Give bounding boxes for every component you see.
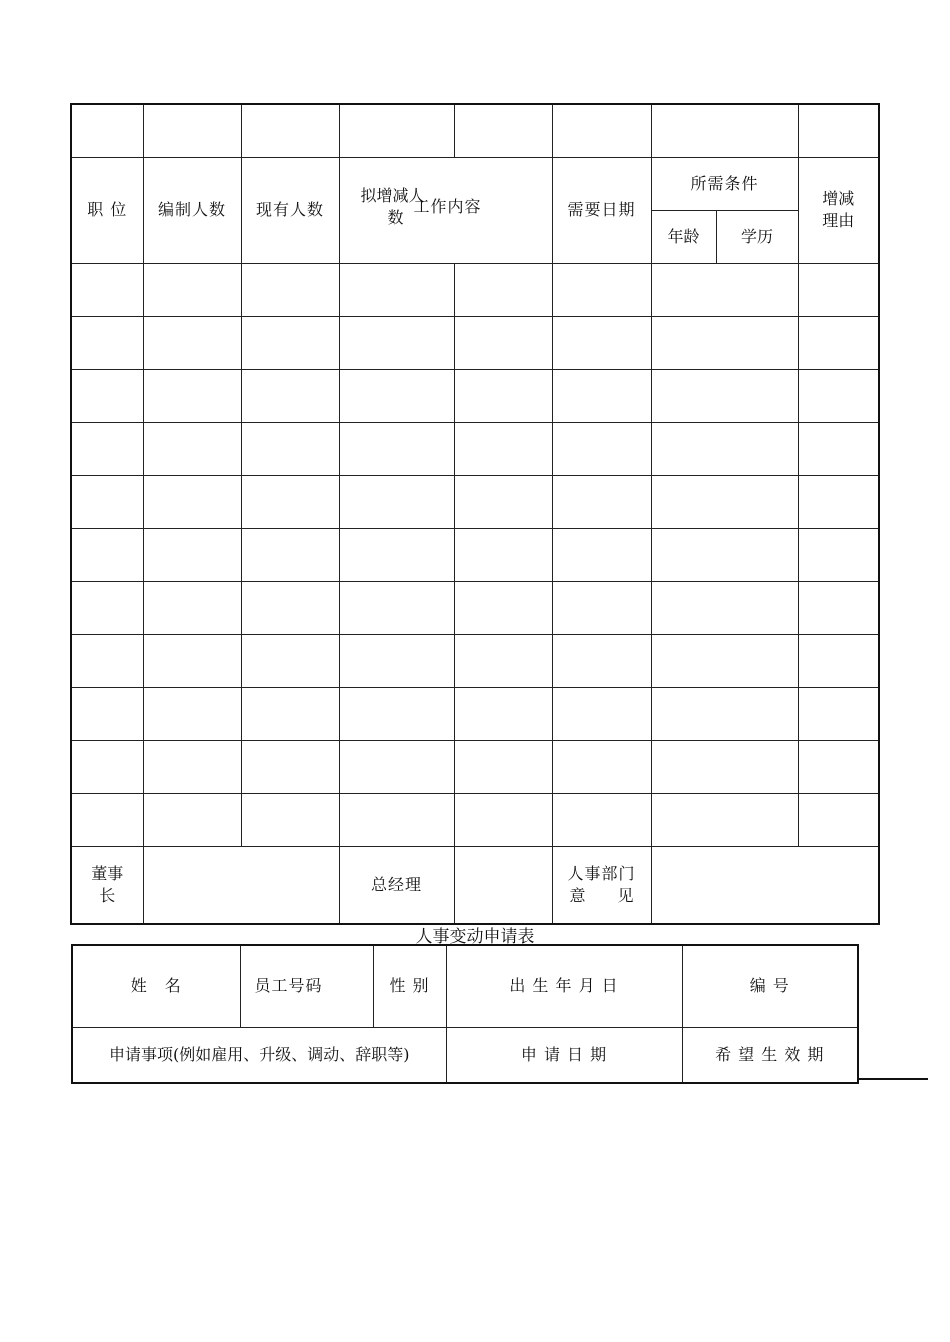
header-education: 学历 [716,210,798,263]
input-cell[interactable] [651,263,798,316]
input-cell[interactable] [454,687,552,740]
input-cell[interactable] [798,740,879,793]
input-cell[interactable] [241,687,339,740]
input-cell[interactable] [798,422,879,475]
trailing-rule-line [858,1078,928,1080]
input-cell[interactable] [339,634,454,687]
input-cell[interactable] [71,634,143,687]
input-cell[interactable] [651,740,798,793]
chairman-signature-cell[interactable] [143,846,339,924]
blank-top-row [71,104,879,157]
input-cell[interactable] [339,422,454,475]
input-cell[interactable] [798,263,879,316]
header-position: 职 位 [71,157,143,263]
input-cell[interactable] [552,263,651,316]
input-cell[interactable] [454,528,552,581]
serial-number-label: 编 号 [682,945,858,1027]
input-cell[interactable] [454,581,552,634]
header-age: 年龄 [651,210,716,263]
input-cell[interactable] [143,475,241,528]
input-cell[interactable] [454,263,552,316]
header-change-and-content [339,157,552,263]
hr-dept-label-line1: 人事部门 [567,863,636,883]
input-cell[interactable] [552,793,651,846]
input-cell[interactable] [339,793,454,846]
input-cell[interactable] [71,263,143,316]
table-row [71,422,879,475]
input-cell[interactable] [651,793,798,846]
input-cell[interactable] [339,263,454,316]
input-cell[interactable] [241,475,339,528]
input-cell[interactable] [71,740,143,793]
input-cell[interactable] [143,740,241,793]
header-proposed-change-line2: 数 [387,208,404,227]
name-label: 姓 名 [72,945,240,1027]
input-cell[interactable] [339,528,454,581]
input-cell[interactable] [454,422,552,475]
table-row [71,528,879,581]
gender-label: 性 别 [373,945,446,1027]
cell[interactable] [143,104,241,157]
table-row [71,369,879,422]
input-cell[interactable] [143,581,241,634]
input-cell[interactable] [552,581,651,634]
input-cell[interactable] [651,316,798,369]
cell[interactable] [71,104,143,157]
input-cell[interactable] [143,528,241,581]
input-cell[interactable] [241,740,339,793]
input-cell[interactable] [798,793,879,846]
input-cell[interactable] [798,369,879,422]
input-cell[interactable] [552,740,651,793]
staffing-table-body [71,263,879,846]
personnel-change-form [71,944,859,1084]
input-cell[interactable] [651,422,798,475]
input-cell[interactable] [143,687,241,740]
input-cell[interactable] [798,528,879,581]
input-cell[interactable] [651,369,798,422]
input-cell[interactable] [143,634,241,687]
birth-date-label: 出 生 年 月 日 [446,945,682,1027]
header-authorized-count: 编制人数 [143,157,241,263]
input-cell[interactable] [241,793,339,846]
header-requirements: 所需条件 [651,157,798,210]
header-reason-line2: 理由 [822,211,855,230]
input-cell[interactable] [241,528,339,581]
input-cell[interactable] [454,369,552,422]
input-cell[interactable] [651,634,798,687]
input-cell[interactable] [71,475,143,528]
input-cell[interactable] [339,475,454,528]
input-cell[interactable] [71,581,143,634]
input-cell[interactable] [339,369,454,422]
input-cell[interactable] [454,316,552,369]
input-cell[interactable] [143,316,241,369]
input-cell[interactable] [552,316,651,369]
input-cell[interactable] [651,475,798,528]
input-cell[interactable] [71,528,143,581]
cell[interactable] [339,104,454,157]
chairman-label-line2: 长 [99,885,116,905]
input-cell[interactable] [651,581,798,634]
employee-number-label: 员工号码 [240,945,373,1027]
input-cell[interactable] [798,581,879,634]
input-cell[interactable] [798,475,879,528]
chairman-label-line1: 董事 [91,863,124,883]
header-job-content: 工作内容 [413,197,482,216]
staffing-table [70,103,880,925]
form-row-1 [72,945,858,1027]
input-cell[interactable] [241,634,339,687]
input-cell[interactable] [241,316,339,369]
input-cell[interactable] [454,793,552,846]
input-cell[interactable] [454,475,552,528]
input-cell[interactable] [552,369,651,422]
table-row [71,793,879,846]
input-cell[interactable] [798,316,879,369]
table-row [71,740,879,793]
input-cell[interactable] [339,316,454,369]
input-cell[interactable] [241,581,339,634]
table-row [71,634,879,687]
cell[interactable] [798,104,879,157]
input-cell[interactable] [798,634,879,687]
cell[interactable] [651,104,798,157]
header-row-1 [71,157,879,210]
input-cell[interactable] [339,687,454,740]
form-row-2 [72,1027,858,1083]
input-cell[interactable] [651,687,798,740]
input-cell[interactable] [143,369,241,422]
hr-dept-opinion-cell[interactable] [651,846,879,924]
input-cell[interactable] [71,793,143,846]
general-manager-label: 总经理 [339,846,454,924]
table-row [71,581,879,634]
input-cell[interactable] [71,687,143,740]
cell[interactable] [454,104,552,157]
input-cell[interactable] [339,581,454,634]
table-row [71,316,879,369]
table-row [71,475,879,528]
header-required-date: 需要日期 [552,157,651,263]
request-item-label: 申请事项(例如雇用、升级、调动、辞职等) [72,1027,446,1083]
input-cell[interactable] [552,687,651,740]
header-proposed-change-line1: 拟增减人 [360,186,425,205]
input-cell[interactable] [143,793,241,846]
input-cell[interactable] [339,740,454,793]
chairman-label [71,846,143,924]
input-cell[interactable] [241,422,339,475]
hr-dept-label-line2: 意 见 [569,885,634,905]
input-cell[interactable] [552,634,651,687]
input-cell[interactable] [143,422,241,475]
header-reason-line1: 增减 [822,189,855,208]
input-cell[interactable] [552,475,651,528]
input-cell[interactable] [241,369,339,422]
input-cell[interactable] [241,263,339,316]
input-cell[interactable] [454,740,552,793]
table-row [71,687,879,740]
form-title: 人事变动申请表 [415,927,535,947]
cell[interactable] [241,104,339,157]
hr-dept-label [552,846,651,924]
input-cell[interactable] [454,634,552,687]
effective-date-label: 希 望 生 效 期 [682,1027,858,1083]
header-current-count: 现有人数 [241,157,339,263]
apply-date-label: 申 请 日 期 [446,1027,682,1083]
cell[interactable] [552,104,651,157]
input-cell[interactable] [651,528,798,581]
input-cell[interactable] [71,422,143,475]
table-row [71,263,879,316]
general-manager-signature-cell[interactable] [454,846,552,924]
input-cell[interactable] [552,528,651,581]
input-cell[interactable] [552,422,651,475]
input-cell[interactable] [71,369,143,422]
input-cell[interactable] [798,687,879,740]
header-reason [798,157,879,263]
input-cell[interactable] [71,316,143,369]
approval-row [71,846,879,924]
input-cell[interactable] [143,263,241,316]
